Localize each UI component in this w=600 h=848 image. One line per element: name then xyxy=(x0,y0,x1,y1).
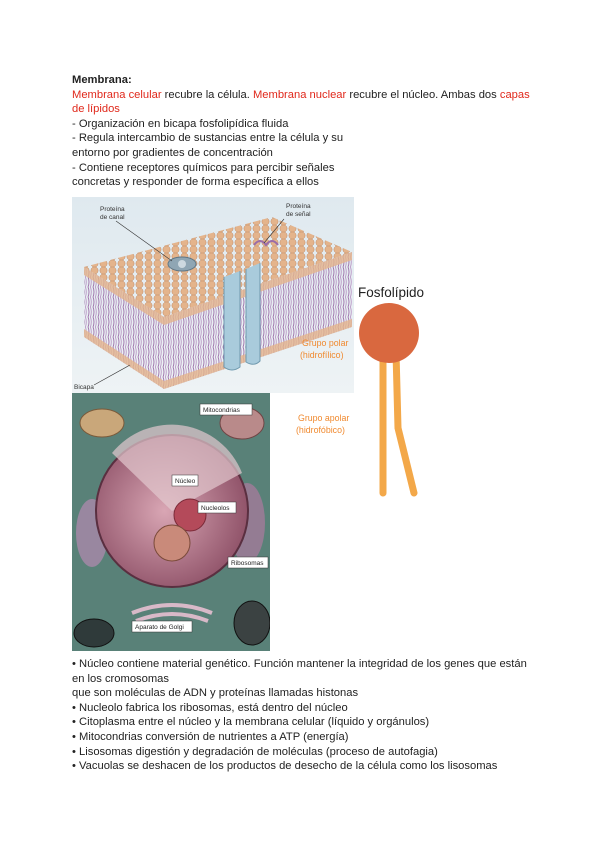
label-channel-protein-1: Proteína xyxy=(100,206,125,213)
label-channel-protein-2: de canal xyxy=(100,214,125,221)
label-signal-protein-2: de señal xyxy=(286,211,311,218)
bullet-line: • Mitocondrias conversión de nutrientes a ATP (energía) xyxy=(72,730,349,743)
bullet-line: • Vacuolas se deshacen de los productos de desecho de la célula como los lisosomas xyxy=(72,760,498,773)
point-line: entorno por gradientes de concentración xyxy=(72,146,273,159)
bullet-line: en los cromosomas xyxy=(72,672,169,685)
polar-label-2: (hidrofílico) xyxy=(300,350,344,360)
tail-right xyxy=(396,352,414,493)
label-golgi: Aparato de Golgi xyxy=(135,624,184,631)
point-line: concretas y responder de forma específica a ellos xyxy=(72,176,319,189)
label-bilayer: Bicapa xyxy=(74,384,94,391)
phospholipid-diagram xyxy=(290,278,470,508)
point-line: - Regula intercambio de sustancias entre la célula y su xyxy=(72,132,344,145)
bullet-line: • Núcleo contiene material genético. Función mantener la integridad de los genes que están xyxy=(72,658,527,670)
section-heading: Membrana: xyxy=(72,74,132,86)
phospholipid-title: Fosfolípido xyxy=(358,285,425,300)
bullet-line: • Nucleolo fabrica los ribosomas, está dentro del núcleo xyxy=(72,701,348,714)
organelles-section xyxy=(72,657,542,774)
label-mitochondria: Mitocondrias xyxy=(203,407,240,414)
bullet-line: • Citoplasma entre el núcleo y la membrana celular (líquido y orgánulos) xyxy=(72,716,430,729)
label-ribosomes: Ribosomas xyxy=(231,560,264,567)
point-line: - Contiene receptores químicos para percibir señales xyxy=(72,161,335,174)
intro-text-1: recubre la célula. xyxy=(161,88,253,101)
bullet-line: • Lisosomas digestión y degradación de moléculas (proceso de autofagia) xyxy=(72,745,438,758)
point-line: - Organización en bicapa fosfolipídica fluida xyxy=(72,117,289,130)
term-cell-membrane: Membrana celular xyxy=(72,88,162,101)
membrane-section xyxy=(72,73,542,190)
polar-label-1: Grupo polar xyxy=(302,338,349,348)
label-nucleus: Núcleo xyxy=(175,478,196,485)
apolar-label-1: Grupo apolar xyxy=(298,413,350,423)
cell-illustration xyxy=(72,393,270,651)
apolar-label-2: (hidrofóbico) xyxy=(296,425,345,435)
term-nuclear-membrane: Membrana nuclear xyxy=(252,88,347,101)
intro-paragraph xyxy=(72,88,542,117)
bullet-line: que son moléculas de ADN y proteínas llamadas histonas xyxy=(72,687,359,700)
polar-head xyxy=(359,303,419,363)
label-nucleolus: Nucleolos xyxy=(201,505,230,512)
intro-text-2: recubre el núcleo. Ambas dos xyxy=(346,88,500,101)
term-lipid-layers: capas de lípidos xyxy=(72,88,530,116)
label-signal-protein-1: Proteína xyxy=(286,203,311,210)
